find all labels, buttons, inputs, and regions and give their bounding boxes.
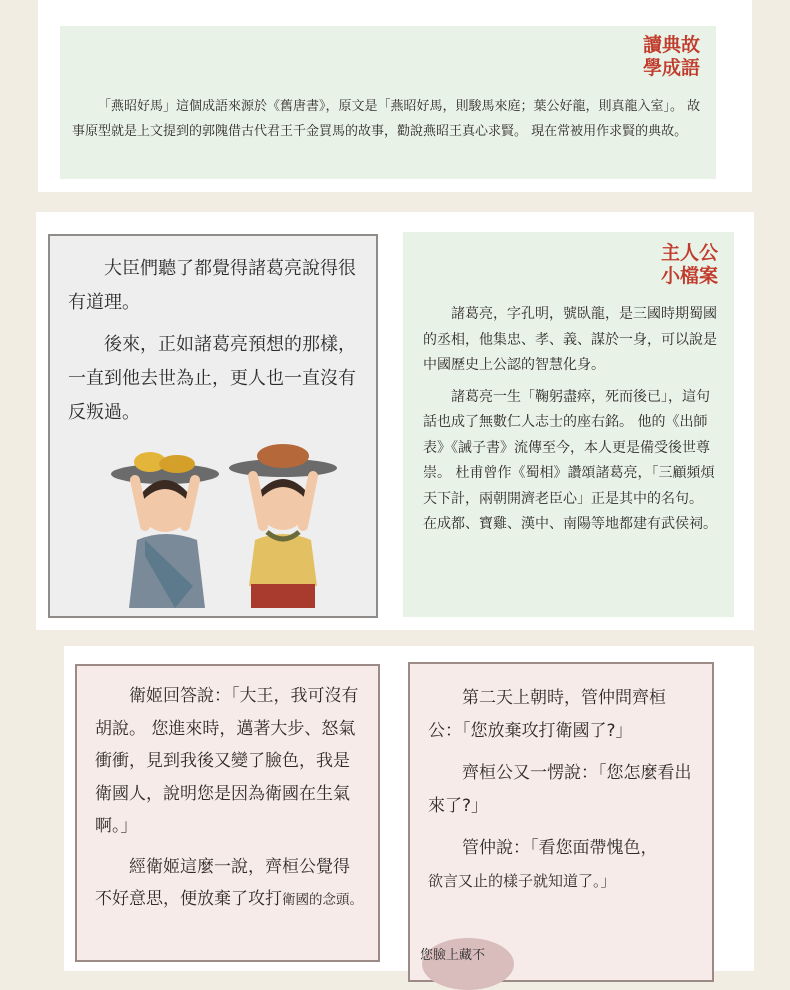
speech-bubble-text: 您臉上藏不 [420,948,486,963]
panel-text-2: 齊桓公又一愣說：「您怎麼看出來了?」 [428,763,692,816]
tag-line1: 主人公 [660,242,718,264]
offering-illustration [105,436,345,616]
left-figure [111,452,219,608]
panel-text-2-tail: 衛國的念頭。 [282,892,363,908]
comic-panel-zhuge [48,234,378,618]
panel-text-1: 衛姬回答說：「大王，我可沒有胡說。 您進來時，邁著大步、怒氣衝衝，見到我後又變了臉色，我是衛國人，說明您是因為衛國在生氣啊。」 [95,686,359,836]
comic-panel-weiji [75,664,380,962]
character-profile-box [403,232,734,617]
idiom-tag [643,34,700,80]
tag-line2: 小檔案 [660,264,718,287]
panel-text-2: 後來，正如諸葛亮預想的那樣，一直到他去世為止，更人也一直沒有反叛過。 [68,334,356,423]
panel-text-3-main: 管仲說：「看您面帶愧色， [462,838,658,858]
right-figure [229,444,337,608]
panel-text-2 [95,851,365,917]
comic-panel-guanzhong [408,662,714,982]
panel-text-3-tail: 欲言又止的樣子就知道了。」 [428,871,616,890]
idiom-origin-box [60,26,716,179]
panel-text-2-main: 經衛姬這麼一說，齊桓公覺得不好意思，便放棄了攻打 [95,856,350,909]
idiom-paragraph: 「燕昭好馬」這個成語來源於《舊唐書》，原文是「燕昭好馬，則駿馬來庭；葉公好龍，則真龍入室」。 故事原型就是上文提到的郭隗借古代君王千金買馬的故事，勸說燕昭王真心求賢。 現在常被用作求賢的典故。 [72,99,701,139]
panel-text-1: 第二天上朝時，管仲問齊桓公：「您放棄攻打衛國了?」 [428,688,666,741]
profile-paragraph-1: 諸葛亮，字孔明，號臥龍，是三國時期蜀國的丞相，他集忠、孝、義、謀於一身，可以說是中國歷史上公認的智慧化身。 [423,306,717,373]
panel-text-3 [428,832,698,897]
tag-line2: 學成語 [642,56,700,79]
tag-line1: 讀典故 [642,34,700,56]
profile-paragraph-2: 諸葛亮一生「鞠躬盡瘁，死而後已」，這句話也成了無數仁人志士的座右銘。 他的《出師表》《誡子書》流傳至今，本人更是備受後世尊崇。 杜甫曾作《蜀相》讚頌諸葛亮，「三顧頻煩天下計，兩朝開濟老臣心」正是其中的名句。 在成都、寶雞、漢中、南陽等地都建有武侯祠。 [423,388,717,532]
profile-tag [661,242,718,288]
panel-text-1: 大臣們聽了都覺得諸葛亮說得很有道理。 [68,258,356,313]
